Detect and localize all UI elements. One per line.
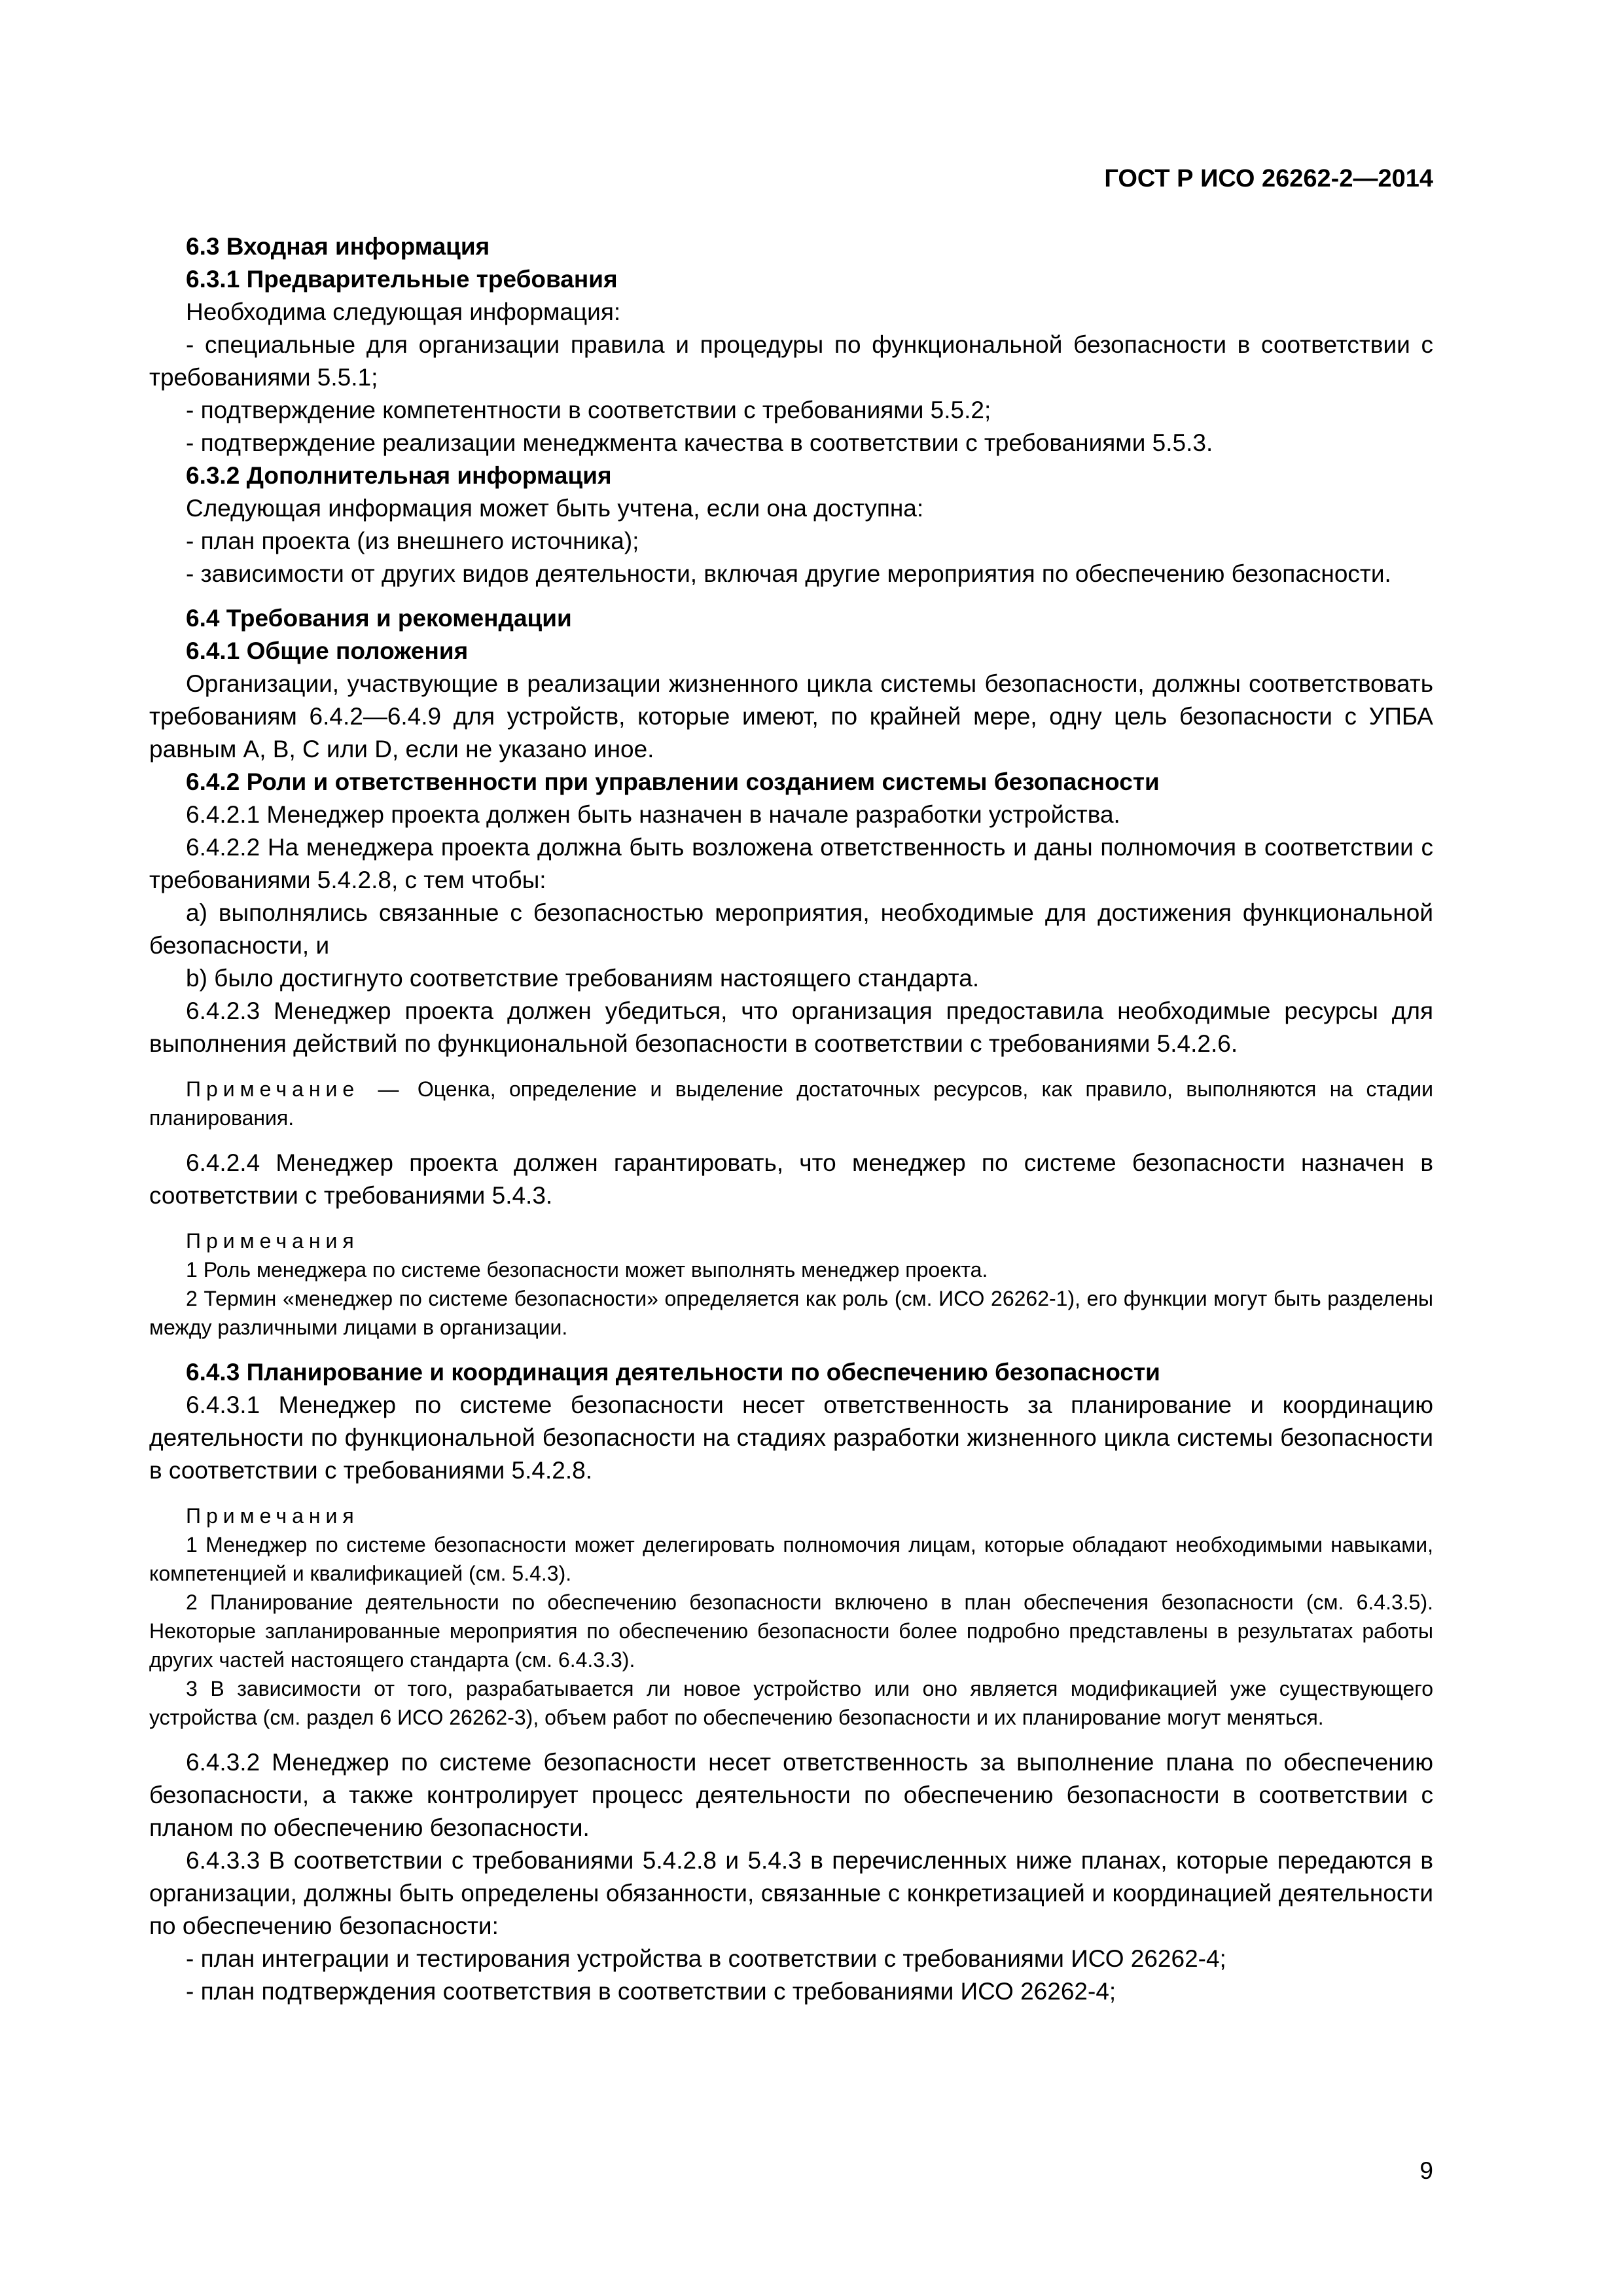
list-item: b) было достигнуто соответствие требованиям настоящего стандарта.	[186, 965, 980, 992]
paragraph: 6.4.3.2 Менеджер по системе безопасности несет ответственность за выполнение плана по обеспечению безопасности, а также контролирует процесс деятельности по обеспечению безопасности в соответствии с планом по обеспечению безопасности.	[149, 1749, 1433, 1841]
list-item: - план подтверждения соответствия в соответствии с требованиями ИСО 26262-4;	[186, 1978, 1116, 2005]
standard-header: ГОСТ Р ИСО 26262-2—2014	[1104, 165, 1433, 192]
section-heading-6-4: 6.4 Требования и рекомендации	[186, 605, 572, 632]
paragraph: Организации, участвующие в реализации жизненного цикла системы безопасности, должны соответствовать требованиям 6.4.2—6.4.9 для устройств, которые имеют, по крайней мере, одну цель безопасности с УПБА равным А, В, С или D, если не указано иное.	[149, 670, 1433, 762]
note-item: 1 Менеджер по системе безопасности может делегировать полномочия лицам, которые обладают необходимыми навыками, компетенцией и квалификацией (см. 5.4.3).	[149, 1533, 1433, 1585]
paragraph: Следующая информация может быть учтена, если она доступна:	[186, 495, 924, 522]
list-item: - зависимости от других видов деятельности, включая другие мероприятия по обеспечению безопасности.	[186, 560, 1391, 587]
notes-heading: Примечания	[186, 1229, 359, 1253]
note-item: 3 В зависимости от того, разрабатывается ли новое устройство или оно является модификацией уже существующего устройства (см. раздел 6 ИСО 26262-3), объем работ по обеспечению безопасности и их планирование могут меняться.	[149, 1677, 1433, 1729]
notes-heading: Примечания	[186, 1504, 359, 1528]
list-item: - подтверждение реализации менеджмента качества в соответствии с требованиями 5.5.3.	[186, 429, 1213, 456]
subsection-heading-6-4-2: 6.4.2 Роли и ответственности при управлении созданием системы безопасности	[186, 768, 1160, 795]
subsection-heading-6-3-1: 6.3.1 Предварительные требования	[186, 266, 618, 293]
paragraph: 6.4.3.1 Менеджер по системе безопасности несет ответственность за планирование и координацию деятельности по функциональной безопасности на стадиях разработки жизненного цикла системы безопасности в соответствии с требованиями 5.4.2.8.	[149, 1391, 1433, 1484]
note-label: Примечание —	[186, 1077, 404, 1101]
paragraph: 6.4.3.3 В соответствии с требованиями 5.4.2.8 и 5.4.3 в перечисленных ниже планах, которые передаются в организации, должны быть определены обязанности, связанные с конкретизацией и координацией деятельности по обеспечению безопасности:	[149, 1847, 1433, 1939]
subsection-heading-6-4-3: 6.4.3 Планирование и координация деятельности по обеспечению безопасности	[186, 1359, 1160, 1386]
section-heading-6-3: 6.3 Входная информация	[186, 233, 490, 260]
list-item: - план интеграции и тестирования устройства в соответствии с требованиями ИСО 26262-4;	[186, 1945, 1226, 1972]
paragraph: Необходима следующая информация:	[186, 298, 621, 325]
note-item: 2 Планирование деятельности по обеспечению безопасности включено в план обеспечения безопасности (см. 6.4.3.5). Некоторые запланированные мероприятия по обеспечению безопасности более подробно представлены в результатах работы других частей настоящего стандарта (см. 6.4.3.3).	[149, 1590, 1433, 1672]
paragraph: 6.4.2.1 Менеджер проекта должен быть назначен в начале разработки устройства.	[186, 801, 1120, 828]
paragraph: 6.4.2.4 Менеджер проекта должен гарантировать, что менеджер по системе безопасности назначен в соответствии с требованиями 5.4.3.	[149, 1149, 1433, 1209]
page-content	[149, 230, 1433, 2008]
note	[149, 1075, 1433, 1132]
note-item: 2 Термин «менеджер по системе безопасности» определяется как роль (см. ИСО 26262-1), его функции могут быть разделены между различными лицами в организации.	[149, 1287, 1433, 1339]
subsection-heading-6-4-1: 6.4.1 Общие положения	[186, 637, 469, 664]
paragraph: 6.4.2.2 На менеджера проекта должна быть возложена ответственность и даны полномочия в соответствии с требованиями 5.4.2.8, с тем чтобы:	[149, 834, 1433, 893]
note-item: 1 Роль менеджера по системе безопасности может выполнять менеджер проекта.	[186, 1258, 988, 1282]
list-item: - подтверждение компетентности в соответствии с требованиями 5.5.2;	[186, 397, 991, 423]
list-item: - специальные для организации правила и процедуры по функциональной безопасности в соответствии с требованиями 5.5.1;	[149, 331, 1433, 391]
paragraph: 6.4.2.3 Менеджер проекта должен убедиться, что организация предоставила необходимые ресурсы для выполнения действий по функциональной безопасности в соответствии с требованиями 5.4.2.6.	[149, 997, 1433, 1057]
subsection-heading-6-3-2: 6.3.2 Дополнительная информация	[186, 462, 612, 489]
page-number: 9	[1419, 2157, 1433, 2184]
list-item: a) выполнялись связанные с безопасностью мероприятия, необходимые для достижения функциональной безопасности, и	[149, 899, 1433, 959]
note-text: Оценка, определение и выделение достаточных ресурсов, как правило, выполняются на стадии планирования.	[149, 1077, 1434, 1130]
list-item: - план проекта (из внешнего источника);	[186, 528, 639, 554]
